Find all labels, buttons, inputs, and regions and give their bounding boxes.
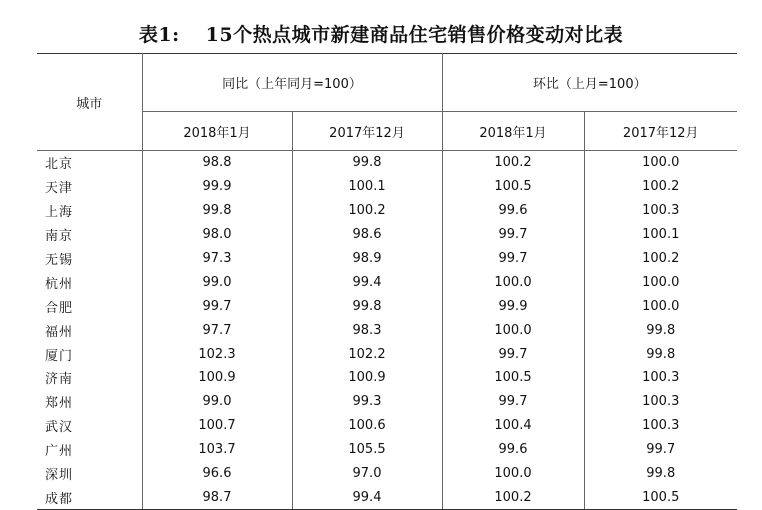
- mom-2018-01-cell: 99.7: [442, 223, 584, 247]
- mom-2018-01-cell: 99.6: [442, 199, 584, 223]
- table-row: [37, 199, 737, 223]
- city-cell: 天津: [37, 175, 142, 199]
- yoy-2017-12-cell: 100.1: [292, 175, 442, 199]
- table-row: [37, 223, 737, 247]
- yoy-2017-12-cell: 97.0: [292, 462, 442, 486]
- city-cell: 杭州: [37, 270, 142, 294]
- yoy-2017-12-cell: 100.6: [292, 414, 442, 438]
- mom-2018-01-cell: 100.5: [442, 366, 584, 390]
- mom-2018-01-cell: 99.7: [442, 390, 584, 414]
- mom-2017-12-cell: 100.3: [642, 418, 680, 434]
- city-cell: 广州: [37, 438, 142, 462]
- yoy-2017-12-cell: 98.9: [292, 247, 442, 271]
- table-row: [37, 294, 737, 318]
- yoy-2018-01-cell: 99.8: [142, 199, 292, 223]
- city-cell: 福州: [37, 318, 142, 342]
- yoy-2018-01-cell: 98.8: [142, 151, 292, 175]
- yoy-2018-01-cell: 99.7: [142, 294, 292, 318]
- yoy-2018-01-cell: 100.9: [142, 366, 292, 390]
- table-row: [37, 438, 737, 462]
- city-cell: 武汉: [37, 414, 142, 438]
- mom-2017-12-cell: 100.0: [642, 274, 680, 290]
- mom-2018-01-cell: 100.0: [442, 462, 584, 486]
- mom-2017-12-cell: 99.7: [646, 442, 676, 458]
- yoy-2018-01-header: 2018年1月: [142, 112, 292, 151]
- yoy-2017-12-cell: 99.4: [292, 270, 442, 294]
- table-row: [37, 485, 737, 509]
- mom-2017-12-cell: 100.3: [642, 203, 680, 219]
- mom-2018-01-cell: 99.7: [442, 342, 584, 366]
- city-cell: 深圳: [37, 462, 142, 486]
- table-title: [0, 20, 762, 47]
- yoy-2017-12-cell: 99.8: [292, 151, 442, 175]
- city-cell: 成都: [37, 485, 142, 509]
- yoy-2017-12-header: 2017年12月: [292, 112, 442, 151]
- mom-2017-12-cell: 100.5: [584, 485, 737, 509]
- yoy-2018-01-cell: 97.3: [142, 247, 292, 271]
- yoy-2017-12-cell: 105.5: [292, 438, 442, 462]
- yoy-group-header: 同比（上年同月=100）: [142, 54, 442, 112]
- mom-2018-01-cell: 100.4: [442, 414, 584, 438]
- mom-2018-01-cell: 100.2: [442, 151, 584, 175]
- mom-2018-01-cell: 100.2: [442, 485, 584, 509]
- table-row: [37, 414, 737, 438]
- mom-2017-12-cell: 99.8: [646, 346, 676, 362]
- yoy-2017-12-cell: 100.2: [292, 199, 442, 223]
- city-cell: 上海: [37, 199, 142, 223]
- city-cell: 无锡: [37, 247, 142, 271]
- mom-2017-12-cell: 99.8: [646, 466, 676, 482]
- yoy-2018-01-cell: 98.7: [142, 485, 292, 509]
- mom-2018-01-header: 2018年1月: [442, 112, 584, 151]
- table-title-text: 15个热点城市新建商品住宅销售价格变动对比表: [205, 24, 624, 46]
- yoy-2018-01-cell: 96.6: [142, 462, 292, 486]
- city-cell: 合肥: [37, 294, 142, 318]
- city-cell: 厦门: [37, 342, 142, 366]
- table-row: [37, 270, 737, 294]
- mom-2018-01-cell: 99.7: [442, 247, 584, 271]
- yoy-2017-12-cell: 98.3: [292, 318, 442, 342]
- city-cell: 北京: [37, 151, 142, 175]
- table-body: [37, 151, 737, 510]
- yoy-2018-01-cell: 99.9: [142, 175, 292, 199]
- yoy-2018-01-cell: 103.7: [142, 438, 292, 462]
- table-row: [37, 151, 737, 175]
- yoy-2017-12-cell: 100.9: [292, 366, 442, 390]
- table-row: [37, 366, 737, 390]
- mom-group-header: 环比（上月=100）: [442, 54, 737, 112]
- mom-2017-12-cell: 100.3: [642, 370, 680, 386]
- city-cell: 济南: [37, 366, 142, 390]
- yoy-2018-01-cell: 98.0: [142, 223, 292, 247]
- mom-2017-12-cell: 100.1: [642, 227, 680, 243]
- yoy-2017-12-cell: 99.8: [292, 294, 442, 318]
- mom-2017-12-cell: 100.0: [642, 298, 680, 314]
- table-row: [37, 175, 737, 199]
- mom-2018-01-cell: 99.6: [442, 438, 584, 462]
- mom-2017-12-cell: 99.8: [646, 322, 676, 338]
- yoy-2017-12-cell: 99.3: [292, 390, 442, 414]
- city-cell: 郑州: [37, 390, 142, 414]
- mom-2017-12-cell: 100.2: [642, 251, 680, 266]
- yoy-2018-01-cell: 102.3: [142, 342, 292, 366]
- mom-2018-01-cell: 100.0: [442, 318, 584, 342]
- mom-2018-01-cell: 99.9: [442, 294, 584, 318]
- mom-2017-12-cell: 100.3: [642, 394, 680, 410]
- yoy-2017-12-cell: 99.4: [292, 485, 442, 509]
- table-row: [37, 247, 737, 271]
- yoy-2018-01-cell: 99.0: [142, 270, 292, 294]
- price-comparison-table: [37, 53, 737, 510]
- table-row: [37, 318, 737, 342]
- mom-2017-12-cell: 100.0: [642, 155, 680, 171]
- city-cell: 南京: [37, 223, 142, 247]
- table-row: [37, 462, 737, 486]
- yoy-2018-01-cell: 99.0: [142, 390, 292, 414]
- table-number: 表1:: [138, 24, 180, 46]
- mom-2018-01-cell: 100.0: [442, 270, 584, 294]
- city-column-header: 城市: [37, 54, 142, 151]
- mom-2018-01-cell: 100.5: [442, 175, 584, 199]
- yoy-2017-12-cell: 102.2: [292, 342, 442, 366]
- yoy-2018-01-cell: 97.7: [142, 318, 292, 342]
- table-row: [37, 342, 737, 366]
- mom-2017-12-header: 2017年12月: [584, 112, 737, 151]
- mom-2017-12-cell: 100.2: [642, 179, 680, 195]
- table-row: [37, 390, 737, 414]
- yoy-2017-12-cell: 98.6: [292, 223, 442, 247]
- yoy-2018-01-cell: 100.7: [142, 414, 292, 438]
